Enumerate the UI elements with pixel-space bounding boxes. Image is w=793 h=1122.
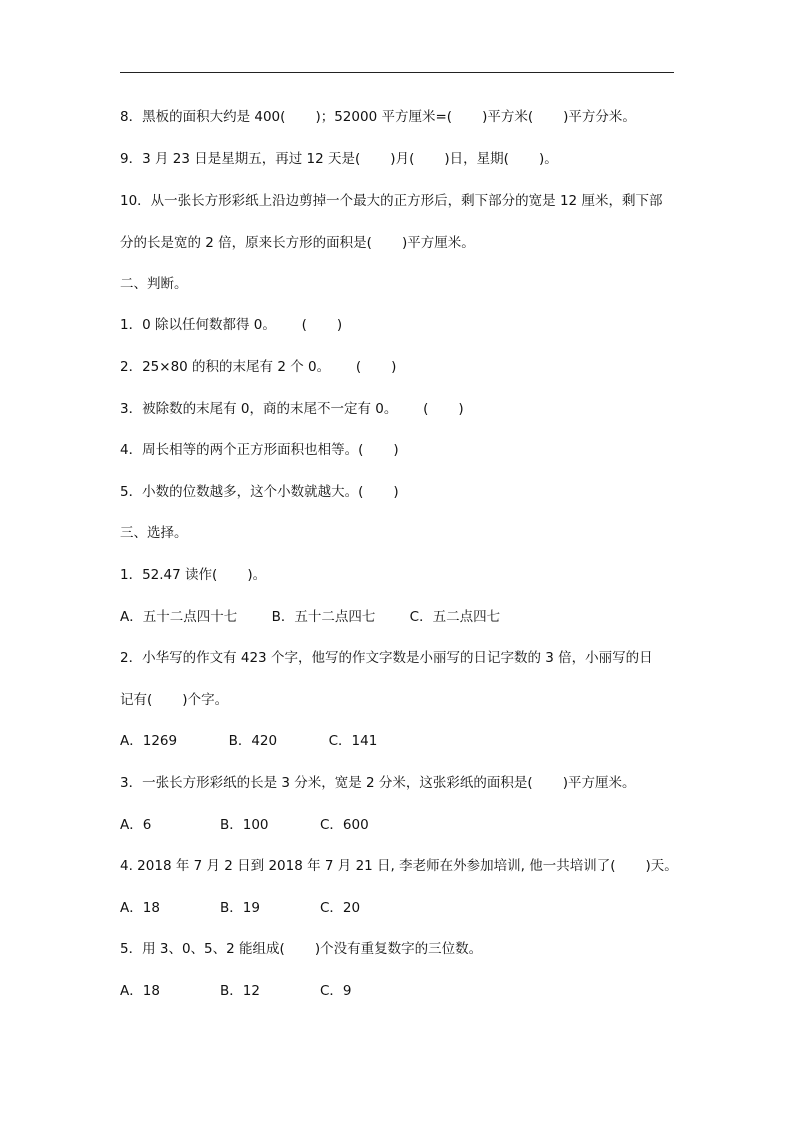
section-heading-choice: 三、选择。 bbox=[120, 525, 188, 541]
choice-options-4: A．18 B．19 C．20 bbox=[120, 900, 361, 916]
choice-options-5: A．18 B．12 C．9 bbox=[120, 983, 352, 999]
header-rule bbox=[120, 72, 674, 73]
choice-question-2-line-2: 记有( )个字。 bbox=[120, 692, 229, 708]
choice-question-2-line-1: 2．小华写的作文有 423 个字，他写的作文字数是小丽写的日记字数的 3 倍，小丽写的日 bbox=[120, 650, 653, 666]
judge-item-3: 3．被除数的末尾有 0，商的末尾不一定有 0。 ( ) bbox=[120, 401, 464, 417]
choice-options-3: A．6 B．100 C．600 bbox=[120, 817, 369, 833]
choice-question-1: 1．52.47 读作( )。 bbox=[120, 567, 267, 583]
judge-item-4: 4．周长相等的两个正方形面积也相等。( ) bbox=[120, 442, 399, 458]
choice-question-5: 5．用 3、0、5、2 能组成( )个没有重复数字的三位数。 bbox=[120, 941, 483, 957]
choice-options-1: A．五十二点四十七 B．五十二点四七 C．五二点四七 bbox=[120, 609, 501, 625]
choice-options-2: A．1269 B．420 C．141 bbox=[120, 733, 378, 749]
judge-item-1: 1．0 除以任何数都得 0。 ( ) bbox=[120, 317, 343, 333]
question-10-line-2: 分的长是宽的 2 倍，原来长方形的面积是( )平方厘米。 bbox=[120, 235, 475, 251]
choice-question-3: 3．一张长方形彩纸的长是 3 分米，宽是 2 分米，这张彩纸的面积是( )平方厘米。 bbox=[120, 775, 636, 791]
judge-item-2: 2．25×80 的积的末尾有 2 个 0。 ( ) bbox=[120, 359, 397, 375]
question-9: 9．3 月 23 日是星期五，再过 12 天是( )月( )日，星期( )。 bbox=[120, 151, 558, 167]
section-heading-judge: 二、判断。 bbox=[120, 276, 188, 292]
choice-question-4: 4. 2018 年 7 月 2 日到 2018 年 7 月 21 日, 李老师在外参加培训, 他一共培训了( )天。 bbox=[120, 858, 678, 874]
judge-item-5: 5．小数的位数越多，这个小数就越大。( ) bbox=[120, 484, 399, 500]
question-8: 8．黑板的面积大约是 400( )；52000 平方厘米=( )平方米( )平方分米。 bbox=[120, 109, 636, 125]
question-10-line-1: 10．从一张长方形彩纸上沿边剪掉一个最大的正方形后，剩下部分的宽是 12 厘米，剩下部 bbox=[120, 193, 663, 209]
